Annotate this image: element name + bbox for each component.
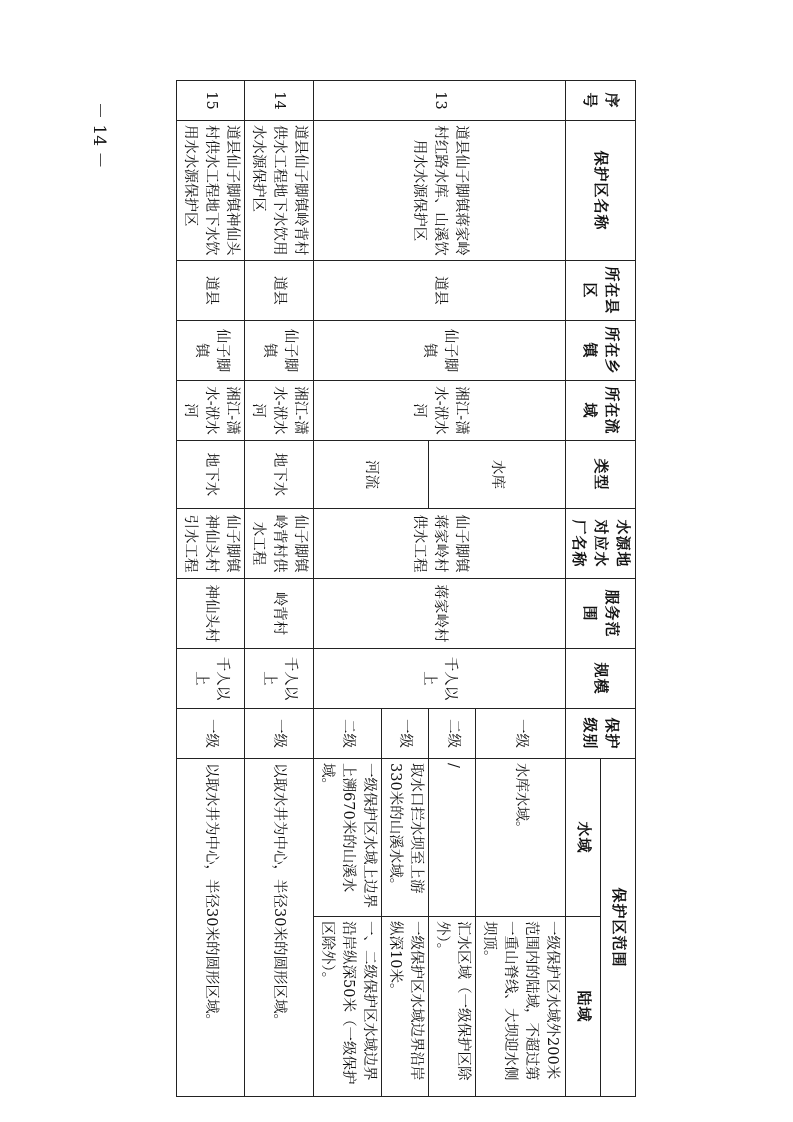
row13-scale: 千人以上 bbox=[313, 649, 565, 709]
row13-r2-land: 汇水区域（一级保护区除外）。 bbox=[429, 917, 476, 1097]
row14-plant: 仙子脚镇岭背村供水工程 bbox=[245, 509, 313, 579]
row13-service: 蒋家岭村 bbox=[313, 579, 565, 649]
row13-town: 仙子脚镇 bbox=[313, 321, 565, 381]
header-basin: 所在流域 bbox=[565, 381, 635, 441]
row13-r3-land: 一级保护区水域边界沿岸纵深10米。 bbox=[381, 917, 428, 1097]
row13-plant: 仙子脚镇蒋家岭村供水工程 bbox=[313, 509, 565, 579]
header-level: 保护级别 bbox=[565, 709, 635, 759]
page-number: － 14 － bbox=[89, 101, 109, 169]
row14-county: 道县 bbox=[245, 261, 313, 321]
row13-r3-water: 取水口拦水坝至上游330米的山溪水域。 bbox=[381, 759, 428, 917]
header-service: 服务范围 bbox=[565, 579, 635, 649]
row13-basin: 湘江-潇水-洑水河 bbox=[313, 381, 565, 441]
header-scale: 规模 bbox=[565, 649, 635, 709]
row15-level: 一级 bbox=[177, 709, 245, 759]
row14-level: 一级 bbox=[245, 709, 313, 759]
row14-service: 岭背村 bbox=[245, 579, 313, 649]
row13-r1-land: 一级保护区水域外200米范围内的陆域，不超过第一重山脊线、大坝迎水侧坝顶。 bbox=[476, 917, 565, 1097]
header-row bbox=[600, 81, 635, 1097]
header-town: 所在乡镇 bbox=[565, 321, 635, 381]
row13-r2-level: 二级 bbox=[429, 709, 476, 759]
header-range: 保护区范围 bbox=[600, 759, 635, 1097]
row13-county: 道县 bbox=[313, 261, 565, 321]
row15-service: 神仙头村 bbox=[177, 579, 245, 649]
row15-range: 以取水井为中心，半径30米的圆形区域。 bbox=[177, 759, 245, 1097]
row13-type-river: 河流 bbox=[313, 441, 428, 509]
row14-basin: 湘江-潇水-洑水河 bbox=[245, 381, 313, 441]
table-row bbox=[476, 81, 565, 1097]
row15-scale: 千人以上 bbox=[177, 649, 245, 709]
row13-name: 道县仙子脚镇蒋家岭村红路水库、山溪饮用水水源保护区 bbox=[313, 121, 565, 261]
header-county: 所在县区 bbox=[565, 261, 635, 321]
row15-county: 道县 bbox=[177, 261, 245, 321]
row13-r4-land: 一、二级保护区水域边界沿岸纵深50米（一级保护区除外）。 bbox=[313, 917, 381, 1097]
row14-seq: 14 bbox=[245, 81, 313, 121]
table-row bbox=[245, 81, 313, 1097]
header-name: 保护区名称 bbox=[565, 121, 635, 261]
row15-type: 地下水 bbox=[177, 441, 245, 509]
row13-seq: 13 bbox=[313, 81, 565, 121]
row15-plant: 仙子脚镇神仙头村引水工程 bbox=[177, 509, 245, 579]
row14-range: 以取水井为中心，半径30米的圆形区域。 bbox=[245, 759, 313, 1097]
row15-name: 道县仙子脚镇神仙头村供水工程地下水饮用水水源保护区 bbox=[177, 121, 245, 261]
row13-type-reservoir: 水库 bbox=[429, 441, 566, 509]
header-water: 水域 bbox=[565, 759, 600, 917]
row14-scale: 千人以上 bbox=[245, 649, 313, 709]
header-plant: 水源地对应水厂名称 bbox=[565, 509, 635, 579]
header-land: 陆域 bbox=[565, 917, 600, 1097]
row15-seq: 15 bbox=[177, 81, 245, 121]
row13-r4-level: 二级 bbox=[313, 709, 381, 759]
row14-type: 地下水 bbox=[245, 441, 313, 509]
header-type: 类型 bbox=[565, 441, 635, 509]
row13-r1-water: 水库水域。 bbox=[476, 759, 565, 917]
protection-zone-table bbox=[176, 80, 636, 1097]
row15-basin: 湘江-潇水-洑水河 bbox=[177, 381, 245, 441]
row13-r1-level: 一级 bbox=[476, 709, 565, 759]
row14-name: 道县仙子脚镇岭背村供水工程地下水饮用水水源保护区 bbox=[245, 121, 313, 261]
row15-town: 仙子脚镇 bbox=[177, 321, 245, 381]
row13-r4-water: 一级保护区水域上边界上溯670米的山溪水域。 bbox=[313, 759, 381, 917]
row14-town: 仙子脚镇 bbox=[245, 321, 313, 381]
row13-r2-water: / bbox=[429, 759, 476, 917]
table-row bbox=[177, 81, 245, 1097]
row13-r3-level: 一级 bbox=[381, 709, 428, 759]
header-seq: 序号 bbox=[565, 81, 635, 121]
rotated-table-container bbox=[176, 80, 636, 1096]
